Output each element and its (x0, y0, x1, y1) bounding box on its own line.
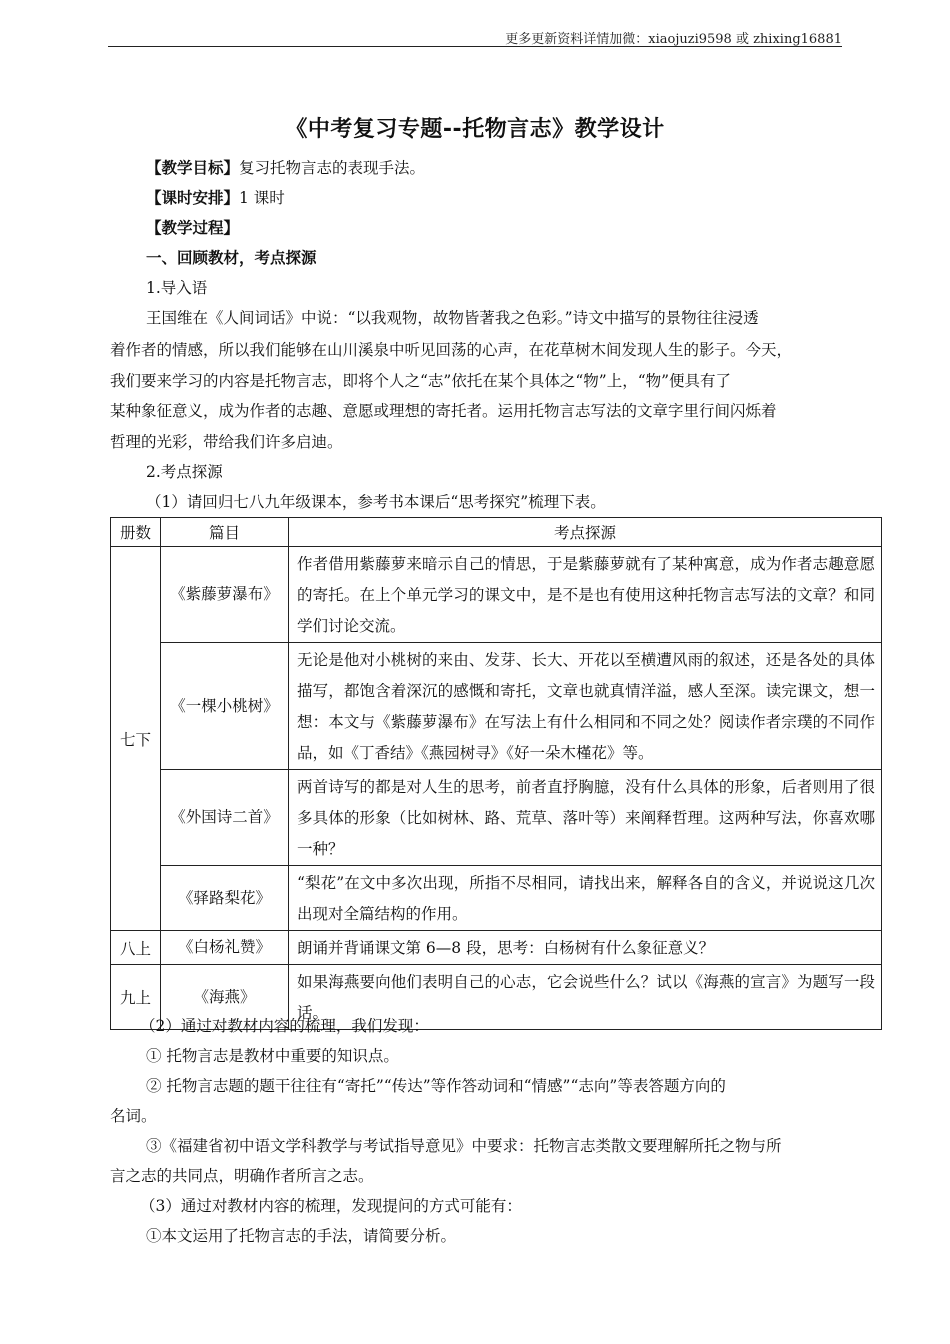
grade-cell: 九上 (111, 965, 161, 1030)
table-intro: （1）请回归七八九年级课本，参考书本课后“思考探究”梳理下表。 (146, 493, 606, 511)
teaching-goal-text: 复习托物言志的表现手法。 (239, 159, 426, 177)
table-row (111, 931, 882, 965)
exam-point-cell: 朗诵并背诵课文第 6—8 段，思考：白杨树有什么象征意义？ (289, 931, 882, 965)
column-header-exam-points: 考点探源 (289, 518, 882, 547)
table-row (111, 547, 882, 643)
finding-item: ② 托物言志题的题干往往有“寄托”“传达”等作答动词和“情感”“志向”等表答题方向的 (146, 1077, 726, 1095)
intro-paragraph-line: 我们要来学习的内容是托物言志，即将个人之“志”依托在某个具体之“物”上，“物”便具有了 (110, 372, 732, 390)
chapter-cell: 《驿路梨花》 (161, 866, 289, 931)
intro-subheading: 1.导入语 (146, 279, 208, 297)
exam-subheading: 2.考点探源 (146, 463, 223, 481)
chapter-cell: 《外国诗二首》 (161, 770, 289, 866)
page-header (108, 24, 842, 47)
class-schedule-text: 1 课时 (239, 189, 285, 207)
grade-cell: 八上 (111, 931, 161, 965)
finding-item-continued: 言之志的共同点，明确作者所言之志。 (110, 1167, 374, 1185)
exam-point-cell: 两首诗写的都是对人生的思考，前者直抒胸臆，没有什么具体的形象，后者则用了很多具体的形象（比如树林、路、荒草、落叶等）来阐释哲理。这两种写法，你喜欢哪一种？ (289, 770, 882, 866)
table-row (111, 770, 882, 866)
table-row (111, 643, 882, 770)
chapter-cell: 《紫藤萝瀑布》 (161, 547, 289, 643)
table-row (111, 866, 882, 931)
intro-paragraph-line: 着作者的情感，所以我们能够在山川溪泉中听见回荡的心声，在花草树木间发现人生的影子。今天， (110, 341, 793, 359)
intro-paragraph-line: 某种象征意义，成为作者的志趣、意愿或理想的寄托者。运用托物言志写法的文章字里行间闪烁着 (110, 402, 777, 420)
exam-point-cell: 作者借用紫藤萝来暗示自己的情思，于是紫藤萝就有了某种寓意，成为作者志趣意愿的寄托。在上个单元学习的课文中，是不是也有使用这种托物言志写法的文章？和同学们讨论交流。 (289, 547, 882, 643)
teaching-goal (146, 158, 425, 178)
question-types-intro: （3）通过对教材内容的梳理，发现提问的方式可能有： (140, 1197, 522, 1215)
document-title: 《中考复习专题--托物言志》教学设计 (285, 117, 665, 142)
question-type-item: ①本文运用了托物言志的手法，请简要分析。 (146, 1227, 457, 1245)
column-header-volume: 册数 (111, 518, 161, 547)
teaching-goal-label: 【教学目标】 (146, 159, 240, 177)
teaching-process-label: 【教学过程】 (146, 219, 240, 237)
findings-intro: （2）通过对教材内容的梳理，我们发现： (140, 1017, 429, 1035)
exam-point-cell: 如果海燕要向他们表明自己的心志，它会说些什么？试以《海燕的宣言》为题写一段话。 (289, 965, 882, 1030)
chapter-cell: 《海燕》 (161, 965, 289, 1030)
chapter-cell: 《白杨礼赞》 (161, 931, 289, 965)
finding-item-continued: 名词。 (110, 1107, 157, 1125)
intro-paragraph-line: 王国维在《人间词话》中说：“以我观物，故物皆著我之色彩。”诗文中描写的景物往往浸透 (146, 309, 759, 327)
exam-points-table (110, 517, 882, 1030)
intro-paragraph-line: 哲理的光彩，带给我们许多启迪。 (110, 433, 343, 451)
grade-cell: 七下 (111, 547, 161, 931)
column-header-chapter: 篇目 (161, 518, 289, 547)
class-schedule (146, 188, 285, 208)
exam-point-cell: “梨花”在文中多次出现，所指不尽相同，请找出来，解释各自的含义，并说说这几次出现对全篇结构的作用。 (289, 866, 882, 931)
chapter-cell: 《一棵小桃树》 (161, 643, 289, 770)
exam-point-cell: 无论是他对小桃树的来由、发芽、长大、开花以至横遭风雨的叙述，还是各处的具体描写，都饱含着深沉的感慨和寄托，文章也就真情洋溢，感人至深。读完课文，想一想：本文与《紫藤萝瀑布》在写法上有什么相同和不同之处？阅读作者宗璞的不同作品，如《丁香结》《燕园树寻》《好一朵木槿花》等。 (289, 643, 882, 770)
header-contact-note: 更多更新资料详情加微：xiaojuzi9598 或 zhixing16881 (505, 32, 842, 47)
class-schedule-label: 【课时安排】 (146, 189, 240, 207)
section-one-heading: 一、回顾教材，考点探源 (146, 249, 317, 267)
table-header-row (111, 518, 882, 547)
finding-item: ① 托物言志是教材中重要的知识点。 (146, 1047, 399, 1065)
finding-item: ③《福建省初中语文学科教学与考试指导意见》中要求：托物言志类散文要理解所托之物与所 (146, 1137, 782, 1155)
